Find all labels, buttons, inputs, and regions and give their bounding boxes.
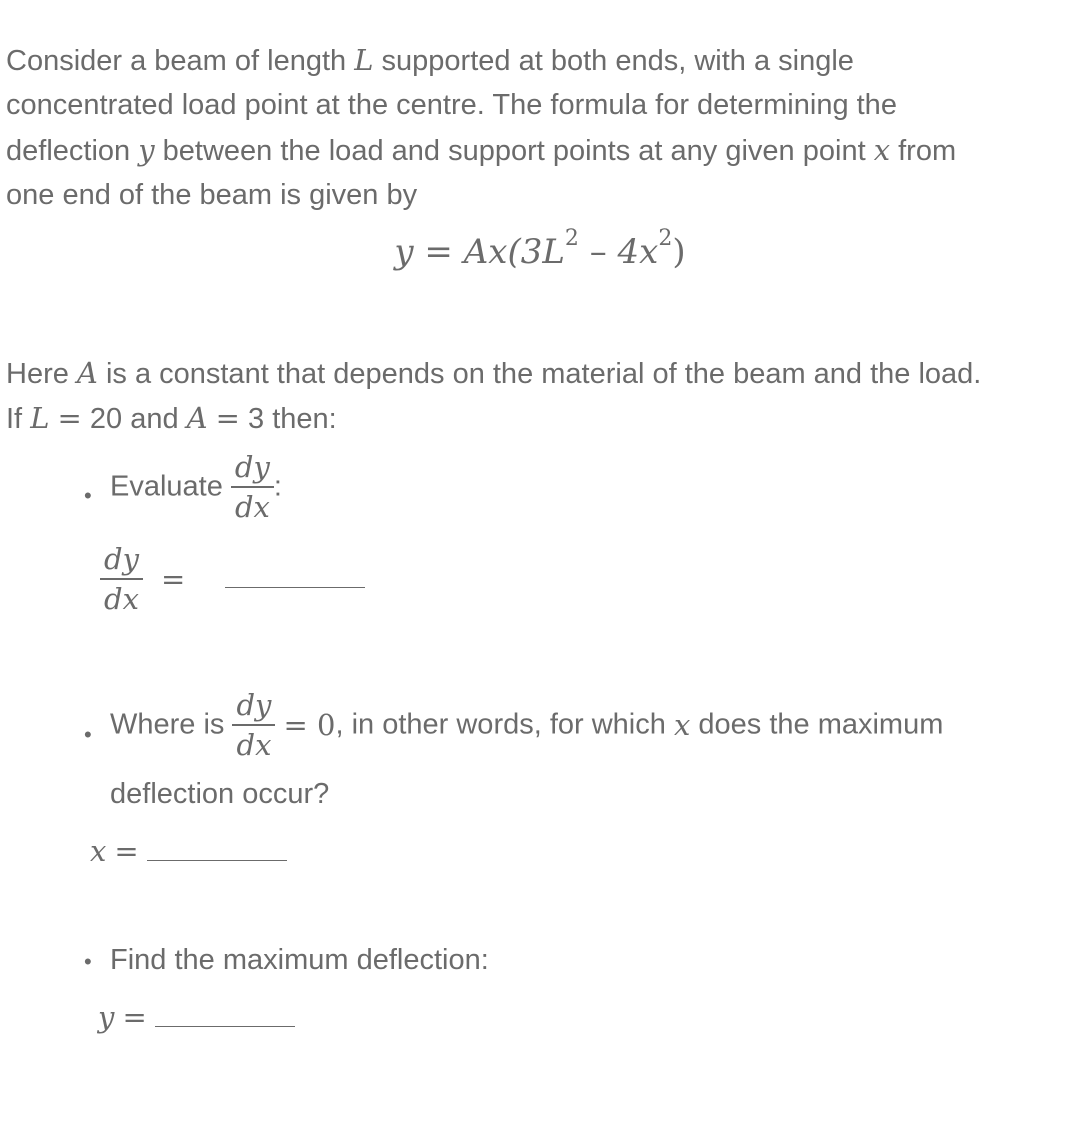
equals-sign: = (161, 562, 186, 596)
fraction-denominator: dx (104, 582, 139, 616)
intro-text: deflection (6, 135, 131, 167)
formula-exponent-2: 2 (658, 226, 673, 251)
fraction-numerator: dy (232, 690, 275, 726)
answer-variable-y: y (98, 1000, 115, 1034)
intro-text: one end of the beam is given by (6, 179, 418, 211)
question-3: Find the maximum deflection: (110, 944, 489, 976)
derivative-fraction (100, 544, 143, 614)
question-2-line-2: deflection occur? (110, 778, 330, 810)
intro-line-2 (6, 83, 897, 128)
constants-line-1 (6, 351, 981, 397)
question-1 (110, 452, 282, 522)
variable-L: L (30, 401, 50, 435)
constants-text: is a constant that depends on the material of the beam and the load. (105, 358, 982, 390)
equals-sign: = (57, 401, 82, 435)
derivative-fraction (231, 452, 274, 522)
intro-line-1 (6, 38, 854, 84)
variable-A: A (186, 401, 208, 435)
equals-sign: = (122, 1000, 147, 1034)
variable-A: A (76, 356, 98, 390)
deflection-formula (0, 226, 1080, 272)
intro-text: from (898, 135, 957, 167)
formula-close-paren: ) (672, 232, 686, 272)
intro-text: concentrated load point at the centre. The formula for determining the (6, 89, 897, 121)
intro-text: Consider a beam of length (6, 45, 347, 77)
fraction-denominator: dx (234, 490, 270, 524)
question-1-colon: : (273, 470, 282, 503)
constants-text: If (6, 403, 23, 435)
answer-3-row (98, 1000, 295, 1035)
fraction-numerator: dy (231, 452, 274, 488)
fraction-numerator: dy (100, 544, 143, 580)
formula-equals: = (424, 232, 453, 272)
bullet-2: • (84, 722, 92, 747)
answer-blank-3[interactable] (155, 1006, 295, 1027)
derivative-fraction (232, 690, 275, 760)
bullet-1: • (84, 483, 92, 508)
variable-y: y (138, 133, 155, 167)
equals-sign: = (114, 834, 139, 868)
question-2-suffix: does the maximum (698, 708, 944, 741)
equals-zero: = 0 (283, 708, 336, 742)
intro-text: between the load and support points at any given point (162, 135, 866, 167)
intro-text: supported at both ends, with a single (381, 45, 854, 77)
formula-part-1: Ax(3L (463, 232, 565, 272)
question-2-prefix: Where is (110, 708, 225, 741)
L-value: 20 and (89, 403, 179, 435)
question-1-prefix: Evaluate (110, 470, 223, 503)
formula-minus: – (589, 232, 607, 272)
formula-part-2: 4x (617, 232, 659, 272)
answer-1-row (100, 544, 365, 614)
answer-blank-1[interactable] (225, 571, 365, 588)
variable-L: L (354, 43, 374, 77)
intro-line-4 (6, 173, 417, 218)
formula-exponent-1: 2 (564, 226, 579, 251)
intro-line-3 (6, 128, 956, 174)
constants-line-2 (6, 396, 337, 442)
bullet-3: • (84, 949, 92, 974)
constants-text: Here (6, 358, 69, 390)
formula-lhs: y (394, 232, 414, 272)
fraction-denominator: dx (236, 728, 272, 762)
variable-x: x (673, 708, 691, 742)
question-2-mid: , in other words, for which (335, 708, 666, 741)
answer-blank-2[interactable] (147, 840, 287, 861)
variable-x: x (873, 133, 891, 167)
answer-2-row (90, 834, 287, 869)
equals-sign: = (215, 401, 240, 435)
A-value: 3 then: (248, 403, 337, 435)
question-2 (110, 690, 943, 760)
answer-variable-x: x (90, 834, 107, 868)
